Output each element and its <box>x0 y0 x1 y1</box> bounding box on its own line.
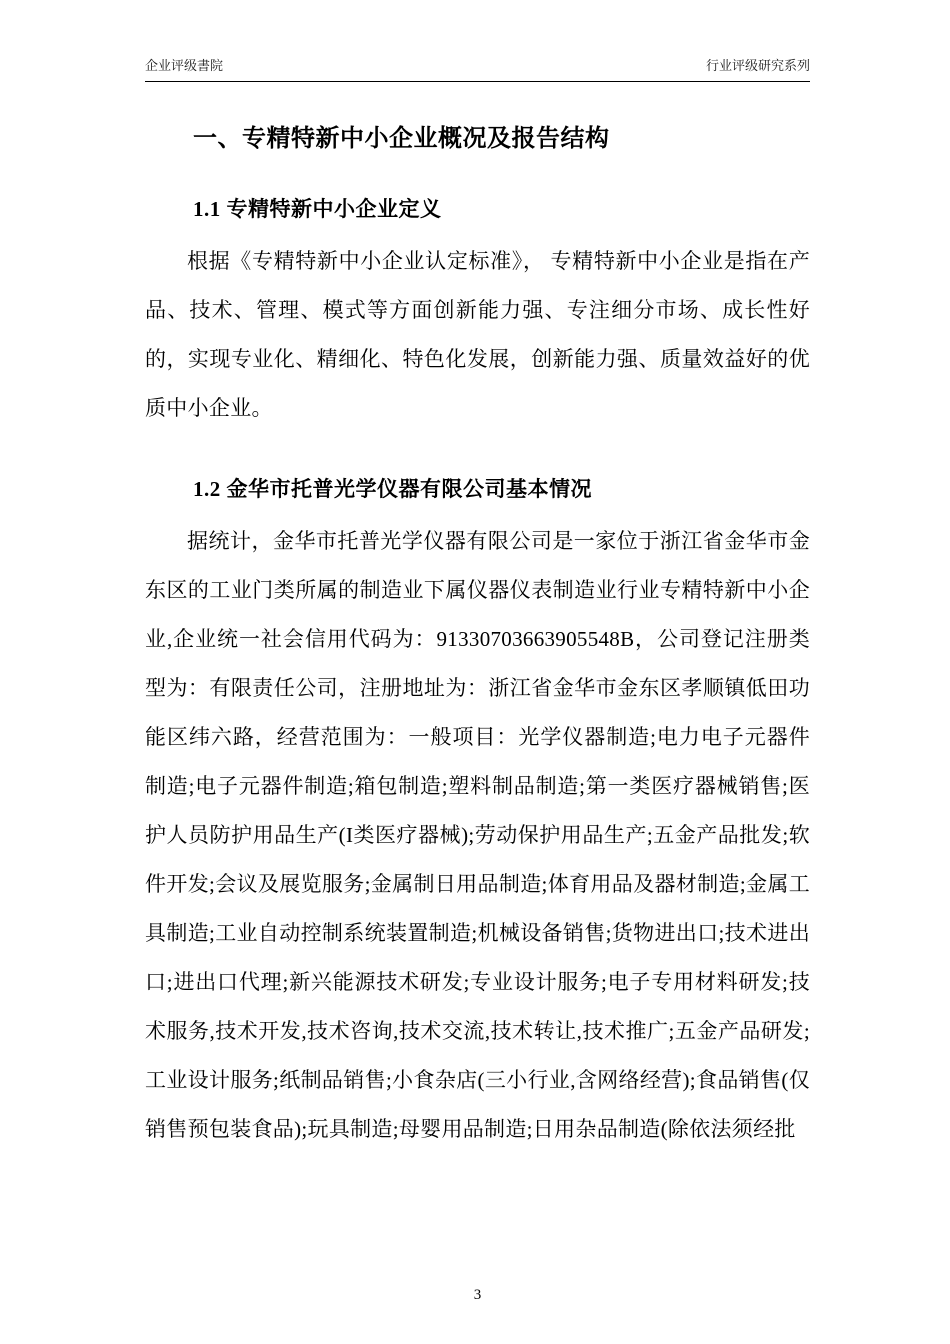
header-right-text: 行业评级研究系列 <box>705 58 810 73</box>
paragraph-company-info: 据统计，金华市托普光学仪器有限公司是一家位于浙江省金华市金东区的工业门类所属的制造业下属仪器仪表制造业行业专精特新中小企业,企业统一社会信用代码为：91330703663905548B，公司登记注册类型为：有限责任公司，注册地址为：浙江省金华市金东区孝顺镇低田功能区纬六路，经营范围为：一般项目：光学仪器制造;电力电子元器件制造;电子元器件制造;箱包制造;塑料制品制造;第一类医疗器械销售;医护人员防护用品生产(I类医疗器械);劳动保护用品生产;五金产品批发;软件开发;会议及展览服务;金属制日用品制造;体育用品及器材制造;金属工具制造;工业自动控制系统装置制造;机械设备销售;货物进出口;技术进出口;进出口代理;新兴能源技术研发;专业设计服务;电子专用材料研发;技术服务,技术开发,技术咨询,技术交流,技术转让,技术推广;五金产品研发;工业设计服务;纸制品销售;小食杂店(三小行业,含网络经营);食品销售(仅销售预包装食品);玩具制造;母婴用品制造;日用杂品制造(除依法须经批 <box>145 529 810 1141</box>
header-left-text: 企业评级書院 <box>145 58 224 73</box>
page-header <box>145 55 810 82</box>
subsection-title-1-1: 1.1 专精特新中小企业定义 <box>193 197 442 221</box>
paragraph-definition: 根据《专精特新中小企业认定标准》， 专精特新中小企业是指在产品、技术、管理、模式等方面创新能力强、专注细分市场、成长性好的，实现专业化、精细化、特色化发展，创新能力强、质量效益好的优质中小企业。 <box>145 249 810 420</box>
subsection-title-1-2: 1.2 金华市托普光学仪器有限公司基本情况 <box>193 477 592 501</box>
section-title: 一、专精特新中小企业概况及报告结构 <box>193 126 610 152</box>
page-number: 3 <box>473 1287 482 1303</box>
page-footer <box>145 1267 810 1304</box>
